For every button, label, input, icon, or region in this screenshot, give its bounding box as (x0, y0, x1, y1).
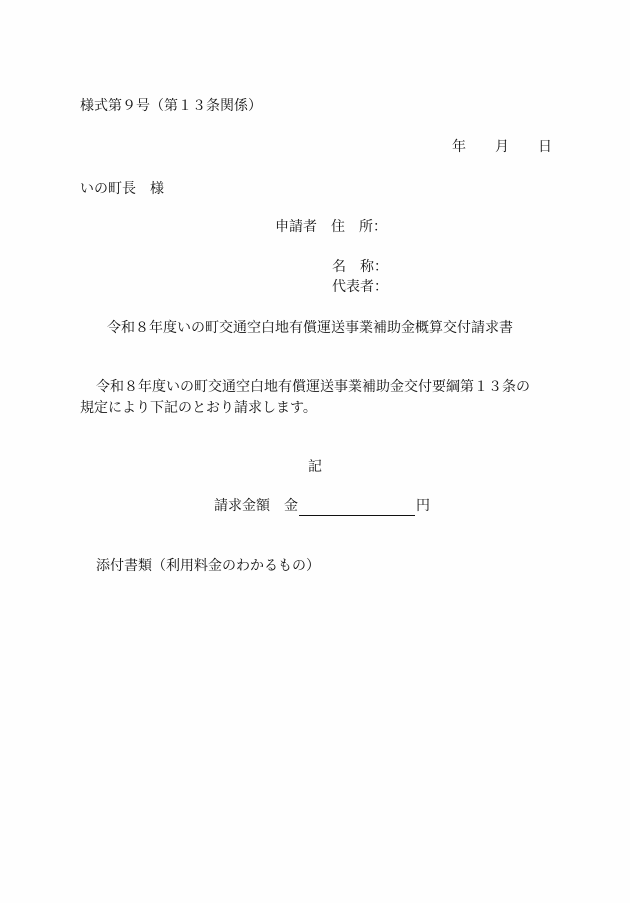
applicant-representative-label: 代表者： (332, 279, 388, 295)
date-day-label: 日 (538, 139, 552, 155)
attachment-note: 添付書類（利用料金のわかるもの） (96, 558, 320, 574)
addressee (80, 179, 164, 199)
applicant-label: 申請者 (275, 219, 317, 235)
applicant-address-row (275, 217, 387, 237)
amount-prefix: 金 (284, 498, 298, 514)
amount-blank-field[interactable] (299, 497, 415, 516)
applicant-name-label: 名 称： (332, 259, 388, 275)
amount-row (214, 496, 430, 516)
addressee-name: いの町長 (80, 181, 136, 197)
document-title: 令和８年度いの町交通空白地有償運送事業補助金概算交付請求書 (107, 320, 513, 336)
applicant-address-label: 住 所： (331, 219, 387, 235)
form-number: 様式第９号（第１３条関係） (80, 98, 262, 114)
ki-heading: 記 (308, 459, 322, 475)
addressee-honorific: 様 (150, 181, 164, 197)
date-line (452, 137, 552, 157)
amount-label: 請求金額 (214, 498, 270, 514)
body-text-line-1: 令和８年度いの町交通空白地有償運送事業補助金交付要綱第１３条の (96, 379, 530, 395)
date-year-label: 年 (452, 139, 466, 155)
amount-suffix: 円 (416, 498, 430, 514)
body-text-line-2: 規定により下記のとおり請求します。 (80, 400, 317, 416)
date-month-label: 月 (495, 139, 509, 155)
